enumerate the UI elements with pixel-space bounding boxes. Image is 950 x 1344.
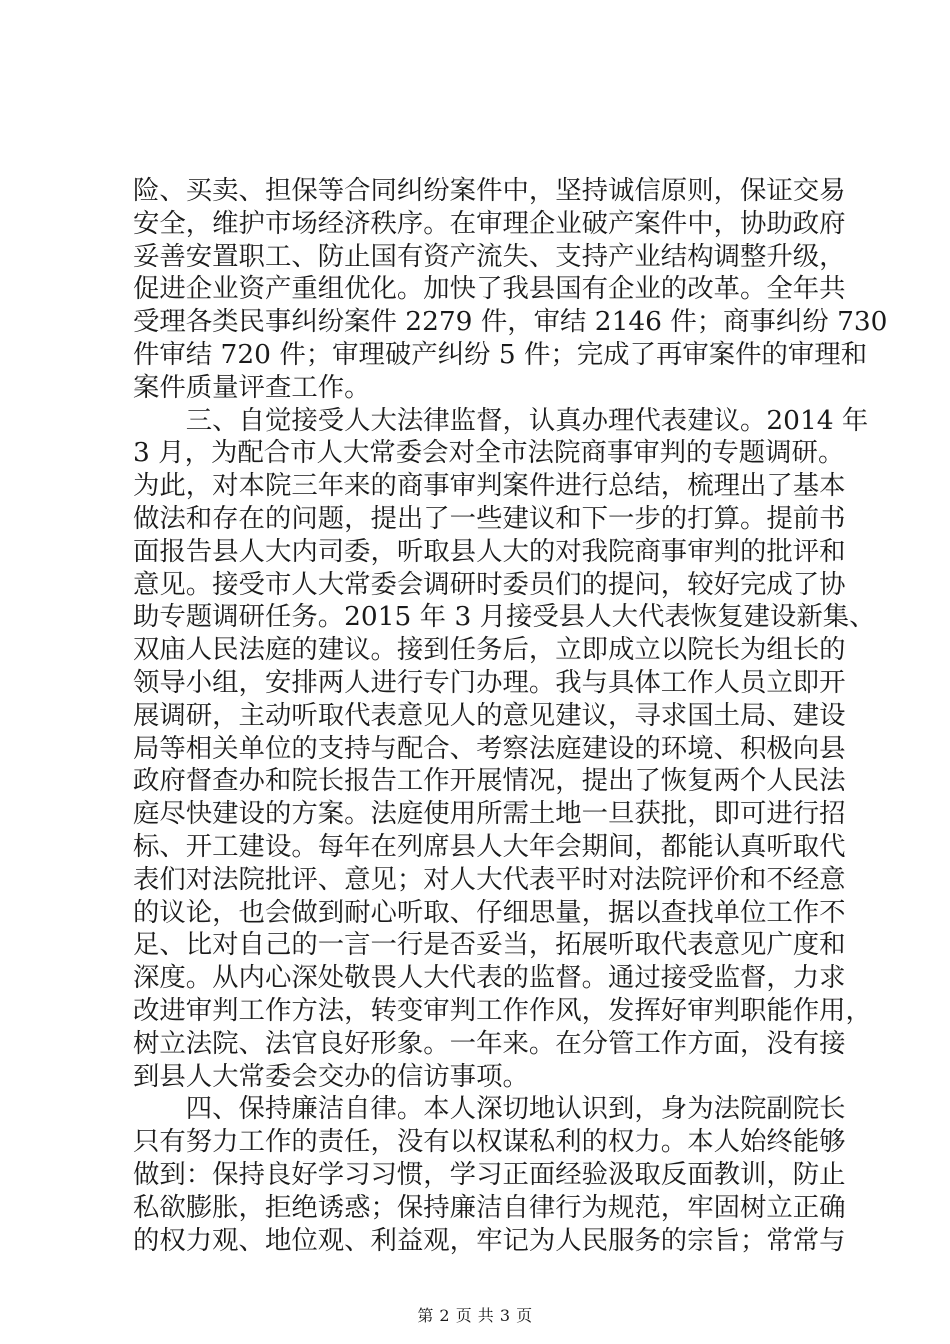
text-line: 的权力观、地位观、利益观，牢记为人民服务的宗旨；常常与 [133, 1224, 846, 1256]
text-line: 案件质量评查工作。 [133, 371, 371, 403]
text-line: 促进企业资产重组优化。加快了我县国有企业的改革。全年共 [133, 273, 846, 305]
text-line: 的议论，也会做到耐心听取、仔细思量，据以查找单位工作不 [133, 896, 846, 928]
text-line: 表们对法院批评、意见；对人大代表平时对法院评价和不经意 [133, 863, 846, 895]
text-line: 足、比对自己的一言一行是否妥当，拓展听取代表意见广度和 [133, 929, 846, 961]
text-line: 意见。接受市人大常委会调研时委员们的提问，较好完成了协 [133, 568, 846, 600]
text-line: 到县人大常委会交办的信访事项。 [133, 1060, 529, 1092]
text-line: 助专题调研任务。2015 年 3 月接受县人大代表恢复建设新集、 [133, 601, 876, 633]
page-footer: 第 2 页 共 3 页 [417, 1306, 533, 1325]
text-line: 四、保持廉洁自律。本人深切地认识到，身为法院副院长 [133, 1093, 846, 1125]
text-line: 受理各类民事纠纷案件 2279 件，审结 2146 件；商事纠纷 730 [133, 306, 888, 338]
text-line: 改进审判工作方法，转变审判工作作风，发挥好审判职能作用， [133, 994, 872, 1026]
text-line: 安全，维护市场经济秩序。在审理企业破产案件中，协助政府 [133, 207, 846, 239]
text-line: 深度。从内心深处敬畏人大代表的监督。通过接受监督，力求 [133, 962, 846, 994]
text-line: 政府督查办和院长报告工作开展情况，提出了恢复两个人民法 [133, 765, 846, 797]
text-line: 三、自觉接受人大法律监督，认真办理代表建议。2014 年 [133, 404, 869, 436]
text-line: 双庙人民法庭的建议。接到任务后，立即成立以院长为组长的 [133, 634, 846, 666]
body-text [133, 175, 888, 1257]
text-line: 领导小组，安排两人进行专门办理。我与具体工作人员立即开 [133, 666, 846, 698]
text-line: 展调研，主动听取代表意见人的意见建议，寻求国土局、建设 [133, 699, 846, 731]
text-line: 做法和存在的问题，提出了一些建议和下一步的打算。提前书 [133, 502, 846, 534]
text-line: 标、开工建设。每年在列席县人大年会期间，都能认真听取代 [133, 830, 846, 862]
text-line: 私欲膨胀，拒绝诱惑；保持廉洁自律行为规范，牢固树立正确 [133, 1191, 846, 1223]
text-line: 为此，对本院三年来的商事审判案件进行总结，梳理出了基本 [133, 470, 846, 502]
text-line: 面报告县人大内司委，听取县人大的对我院商事审判的批评和 [133, 535, 846, 567]
text-line: 树立法院、法官良好形象。一年来。在分管工作方面，没有接 [133, 1027, 846, 1059]
text-line: 3 月，为配合市人大常委会对全市法院商事审判的专题调研。 [133, 437, 845, 469]
text-line: 险、买卖、担保等合同纠纷案件中，坚持诚信原则，保证交易 [133, 175, 846, 206]
text-line: 只有努力工作的责任，没有以权谋私利的权力。本人始终能够 [133, 1126, 846, 1158]
text-line: 庭尽快建设的方案。法庭使用所需土地一旦获批，即可进行招 [133, 798, 846, 830]
text-line: 局等相关单位的支持与配合、考察法庭建设的环境、积极向县 [133, 732, 846, 764]
text-line: 件审结 720 件；审理破产纠纷 5 件；完成了再审案件的审理和 [133, 338, 868, 370]
text-line: 妥善安置职工、防止国有资产流失、支持产业结构调整升级， [133, 240, 846, 272]
text-line: 做到：保持良好学习习惯，学习正面经验汲取反面教训，防止 [133, 1158, 846, 1190]
